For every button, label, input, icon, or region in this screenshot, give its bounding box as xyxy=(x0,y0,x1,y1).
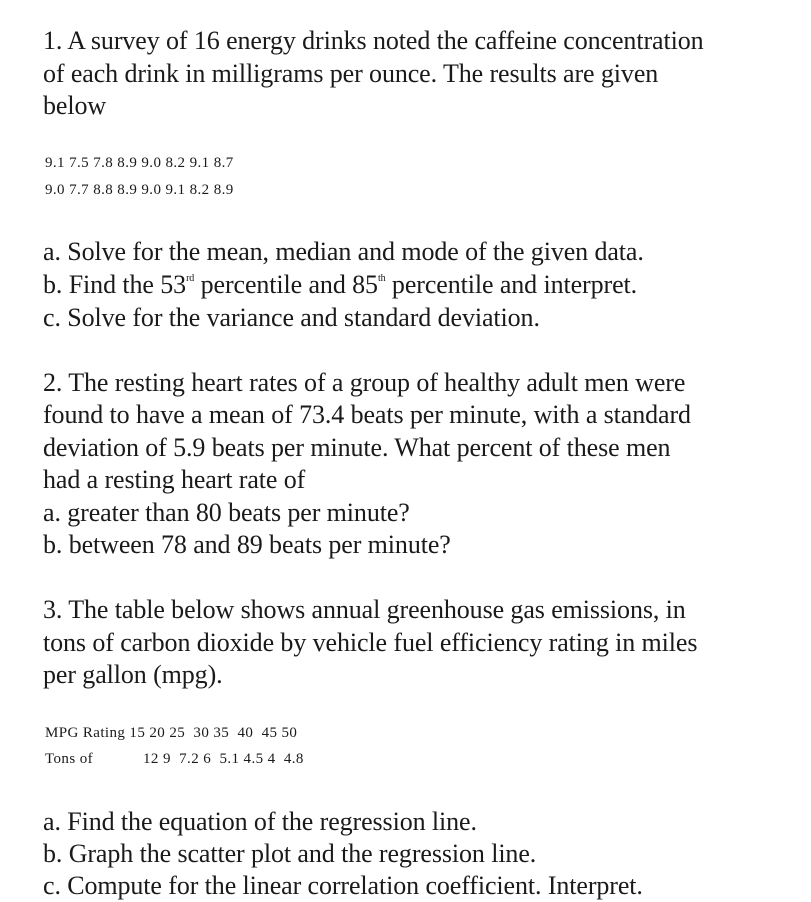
problem2-line3: deviation of 5.9 beats per minute. What percent of these men xyxy=(43,433,671,462)
problem3-line3: per gallon (mpg). xyxy=(43,660,223,689)
problem3-table-row1-label: MPG Rating xyxy=(45,725,126,741)
problem2-line1: 2. The resting heart rates of a group of healthy adult men were xyxy=(43,368,686,397)
problem1-line1: 1. A survey of 16 energy drinks noted the caffeine concentration xyxy=(43,26,704,55)
problem3-item-a: a. Find the equation of the regression line. xyxy=(43,807,477,836)
problem1-line3: below xyxy=(43,91,107,120)
problem2-item-b: b. between 78 and 89 beats per minute? xyxy=(43,530,451,559)
problem1-data-row2: 9.0 7.7 8.8 8.9 9.0 9.1 8.2 8.9 xyxy=(45,182,234,198)
problem3-table-row2 xyxy=(45,750,304,768)
problem2-item-a: a. greater than 80 beats per minute? xyxy=(43,498,410,527)
problem1-item-b-sup1: rd xyxy=(186,273,195,285)
problem3-item-b: b. Graph the scatter plot and the regression line. xyxy=(43,839,537,868)
problem1-item-b-pre: b. Find the 53 xyxy=(43,270,187,299)
problem3-item-c: c. Compute for the linear correlation coefficient. Interpret. xyxy=(43,871,643,900)
problem1-item-a: a. Solve for the mean, median and mode of the given data. xyxy=(43,237,644,266)
problem3-table-row1 xyxy=(45,724,297,742)
problem1-data-row1: 9.1 7.5 7.8 8.9 9.0 8.2 9.1 8.7 xyxy=(45,155,234,171)
problem3-table-row2-label: Tons of xyxy=(45,751,93,767)
problem3-line2: tons of carbon dioxide by vehicle fuel efficiency rating in miles xyxy=(43,628,698,657)
problem1-item-b-post: percentile and interpret. xyxy=(385,270,638,299)
problem1-line2: of each drink in milligrams per ounce. The results are given xyxy=(43,59,659,88)
problem3-line1: 3. The table below shows annual greenhouse gas emissions, in xyxy=(43,595,686,624)
problem2-line2: found to have a mean of 73.4 beats per minute, with a standard xyxy=(43,400,691,429)
problem3-table-row2-values: 12 9 7.2 6 5.1 4.5 4 4.8 xyxy=(143,751,304,767)
problem1-item-b xyxy=(43,269,637,301)
problem3-table-row1-values: 15 20 25 30 35 40 45 50 xyxy=(129,725,298,741)
problem2-line4: had a resting heart rate of xyxy=(43,465,306,494)
problem1-item-b-sup2: th xyxy=(377,273,386,285)
problem1-item-c: c. Solve for the variance and standard deviation. xyxy=(43,303,540,332)
problem1-item-b-mid: percentile and 85 xyxy=(194,270,378,299)
